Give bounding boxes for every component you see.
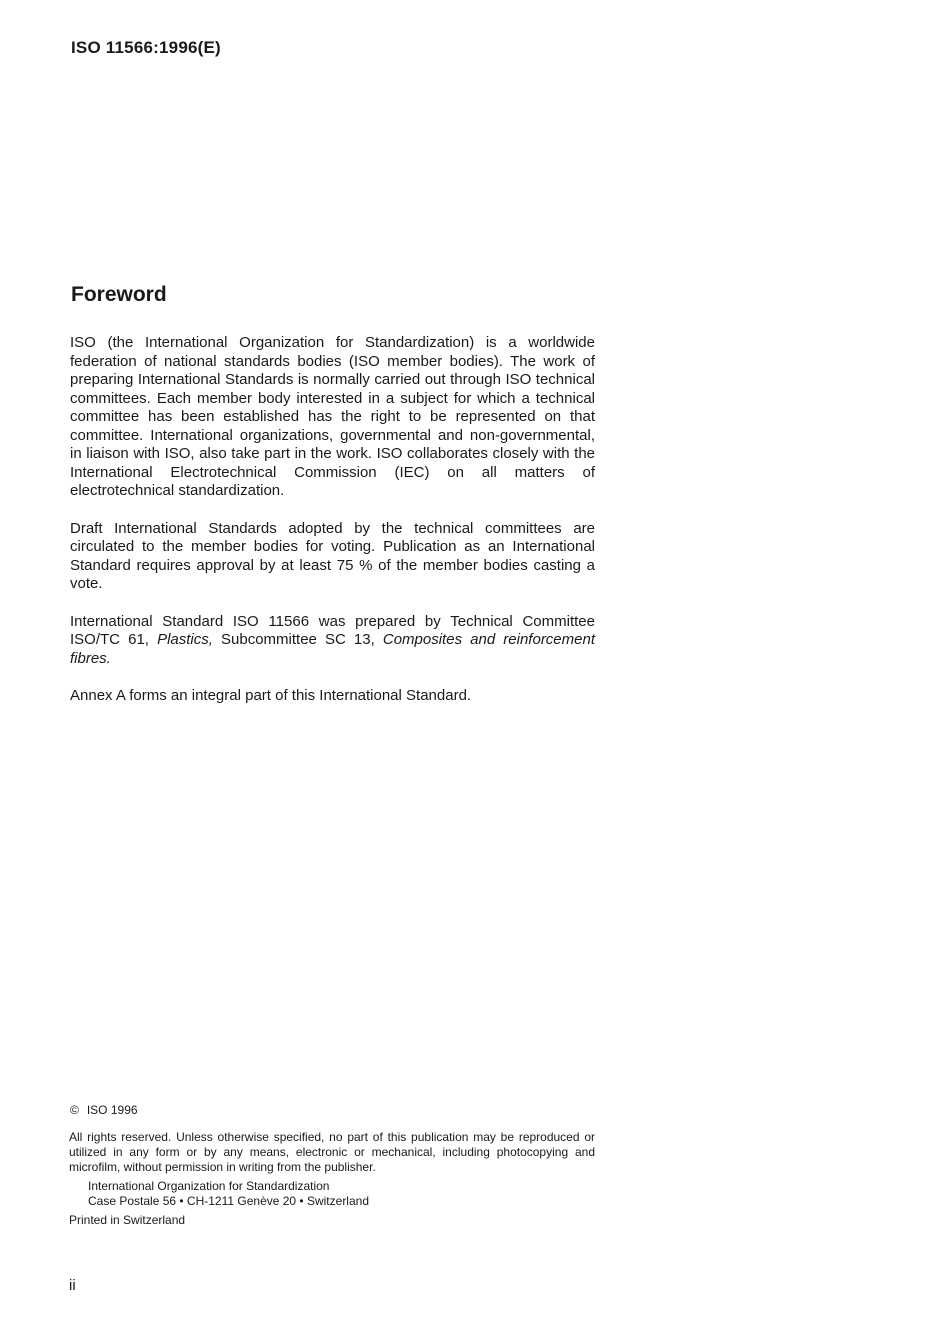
paragraph-3-text-1: International Standard ISO 11566 was prepared by Technical Committee ISO/TC 61, xyxy=(70,612,595,648)
copyright-year: ISO 1996 xyxy=(86,1103,138,1117)
copyright-line xyxy=(69,1103,595,1118)
plastics-title: Plastics, xyxy=(157,631,213,648)
foreword-paragraph-2: Draft International Standards adopted by the technical committees are circulated to the member bodies for voting. Publication as an International Standard requires approval by at least 75 % of the member bodies casting a vote. xyxy=(70,519,595,592)
foreword-paragraph-3 xyxy=(70,613,595,669)
page-number: ii xyxy=(69,1277,76,1294)
foreword-paragraph-1: ISO (the International Organization for Standardization) is a worldwide federation of national standards bodies (ISO member bodies). The work of preparing International Standards is normally carried out through ISO technical committees. Each member body interested in a subject for which a technical committee has been established has the right to be represented on that committee. International organizations, governmental and non-governmental, in liaison with ISO, also take part in the work. ISO collaborates closely with the International Electrotechnical Commission (IEC) on all matters of electrotechnical standardization. xyxy=(70,334,595,499)
paragraph-3-text-2: Subcommittee SC 13, xyxy=(212,631,383,648)
foreword-paragraph-4: Annex A forms an integral part of this International Standard. xyxy=(70,687,472,704)
printed-in: Printed in Switzerland xyxy=(69,1213,186,1227)
rights-statement: All rights reserved. Unless otherwise specified, no part of this publication may be reproduced or utilized in any form or by any means, electronic or mechanical, including photocopying and microfilm, without permission in writing from the publisher. xyxy=(69,1130,595,1174)
copyright-notice xyxy=(69,1103,595,1228)
foreword-body xyxy=(70,334,595,725)
publisher-postal-address: Case Postale 56 • CH-1211 Genève 20 • Switzerland xyxy=(88,1194,369,1208)
subcommittee-title: Composites and reinforcement fibres. xyxy=(70,631,595,667)
document-id: ISO 11566:1996(E) xyxy=(71,38,221,57)
copyright-icon: © xyxy=(70,1103,79,1117)
publisher-name: International Organization for Standardization xyxy=(88,1179,330,1193)
publisher-address xyxy=(69,1179,595,1209)
foreword-title: Foreword xyxy=(71,283,167,306)
